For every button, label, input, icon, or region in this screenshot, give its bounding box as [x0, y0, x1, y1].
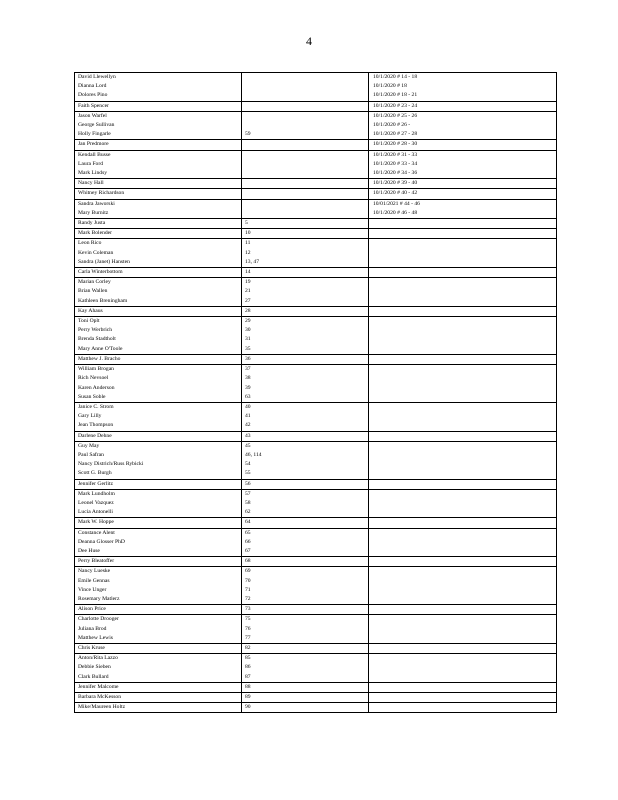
- name-cell: Jean Thompson: [75, 421, 242, 431]
- page-number: 4: [306, 34, 312, 48]
- number-cell: 65: [242, 528, 369, 538]
- name-cell: Rich Nevsoel: [75, 374, 242, 383]
- number-cell: 11: [242, 239, 369, 249]
- number-cell: [242, 199, 369, 209]
- name-cell: Constance Alent: [75, 528, 242, 538]
- number-cell: 46, 114: [242, 451, 369, 460]
- table-row: [75, 673, 557, 683]
- table-row: [75, 643, 557, 653]
- table-row: [75, 91, 557, 101]
- name-cell: Mary Anne O'Toole: [75, 345, 242, 355]
- date-cell: [369, 297, 557, 307]
- number-cell: 42: [242, 421, 369, 431]
- number-cell: 54: [242, 460, 369, 469]
- name-cell: Jason Warfel: [75, 111, 242, 121]
- name-cell: William Brogan: [75, 365, 242, 375]
- date-cell: [369, 441, 557, 451]
- date-cell: 10/1/2020 # 40 - 42: [369, 189, 557, 199]
- name-cell: Carla Winterbottom: [75, 268, 242, 278]
- number-cell: 75: [242, 615, 369, 625]
- date-cell: [369, 577, 557, 586]
- name-cell: Dolores Pino: [75, 91, 242, 101]
- date-cell: [369, 365, 557, 375]
- number-cell: 36: [242, 354, 369, 364]
- date-cell: [369, 451, 557, 460]
- date-cell: [369, 528, 557, 538]
- number-cell: 89: [242, 693, 369, 703]
- date-cell: [369, 499, 557, 508]
- name-cell: Jennifer Gerlitz: [75, 479, 242, 489]
- number-cell: 88: [242, 682, 369, 692]
- name-cell: Faith Spencer: [75, 101, 242, 111]
- name-cell: Darlene Dehne: [75, 431, 242, 441]
- name-cell: Susan Soble: [75, 393, 242, 403]
- date-cell: [369, 306, 557, 316]
- table-row: [75, 451, 557, 460]
- date-cell: [369, 654, 557, 664]
- name-cell: Leonel Vazquez: [75, 499, 242, 508]
- date-cell: 10/1/2020 # 31 - 33: [369, 150, 557, 160]
- name-cell: Holly Fingarle: [75, 130, 242, 140]
- table-row: [75, 249, 557, 258]
- date-cell: [369, 586, 557, 595]
- date-cell: 10/1/2020 # 34 - 36: [369, 169, 557, 179]
- number-cell: [242, 101, 369, 111]
- name-cell: Matthew J. Bracho: [75, 354, 242, 364]
- name-cell: Mark Lindsy: [75, 169, 242, 179]
- date-cell: [369, 538, 557, 547]
- date-cell: [369, 518, 557, 528]
- name-cell: Paul Safran: [75, 451, 242, 460]
- table-row: [75, 297, 557, 307]
- name-cell: Toni Oplt: [75, 317, 242, 327]
- table-row: [75, 393, 557, 403]
- number-cell: 86: [242, 663, 369, 672]
- date-cell: [369, 229, 557, 239]
- table-row: [75, 663, 557, 672]
- number-cell: [242, 140, 369, 150]
- table-row: [75, 306, 557, 316]
- date-cell: [369, 258, 557, 268]
- table-row: [75, 326, 557, 335]
- name-cell: David Llewellyn: [75, 73, 242, 83]
- table-row: [75, 625, 557, 634]
- table-row: [75, 508, 557, 518]
- date-cell: [369, 431, 557, 441]
- number-cell: 10: [242, 229, 369, 239]
- table-row: [75, 365, 557, 375]
- roster-table: [74, 72, 557, 713]
- date-cell: [369, 634, 557, 644]
- table-row: [75, 557, 557, 567]
- date-cell: 10/1/2020 # 23 - 24: [369, 101, 557, 111]
- date-cell: [369, 682, 557, 692]
- name-cell: Lucia Antonelli: [75, 508, 242, 518]
- number-cell: 63: [242, 393, 369, 403]
- name-cell: Kendall Busse: [75, 150, 242, 160]
- table-row: [75, 268, 557, 278]
- name-cell: Laura Ford: [75, 160, 242, 169]
- table-row: [75, 538, 557, 547]
- number-cell: 87: [242, 673, 369, 683]
- table-row: [75, 547, 557, 557]
- number-cell: 62: [242, 508, 369, 518]
- name-cell: Kay Ahaus: [75, 306, 242, 316]
- number-cell: 66: [242, 538, 369, 547]
- date-cell: 10/1/2020 # 18 - 21: [369, 91, 557, 101]
- name-cell: Dee Huse: [75, 547, 242, 557]
- table-row: [75, 431, 557, 441]
- roster-body: [75, 73, 557, 713]
- name-cell: Marian Corley: [75, 278, 242, 288]
- table-row: [75, 130, 557, 140]
- name-cell: Mark W. Hoppe: [75, 518, 242, 528]
- number-cell: 73: [242, 605, 369, 615]
- date-cell: [369, 703, 557, 713]
- table-row: [75, 615, 557, 625]
- name-cell: Jan Predmore: [75, 140, 242, 150]
- number-cell: [242, 111, 369, 121]
- name-cell: Gary Lilly: [75, 412, 242, 421]
- table-row: [75, 111, 557, 121]
- number-cell: 19: [242, 278, 369, 288]
- date-cell: [369, 402, 557, 412]
- name-cell: Deanna Glosser PhD: [75, 538, 242, 547]
- date-cell: [369, 643, 557, 653]
- table-row: [75, 287, 557, 296]
- date-cell: [369, 663, 557, 672]
- name-cell: Perry Bleatoffer: [75, 557, 242, 567]
- table-row: [75, 73, 557, 83]
- number-cell: 40: [242, 402, 369, 412]
- number-cell: 67: [242, 547, 369, 557]
- date-cell: [369, 354, 557, 364]
- number-cell: 56: [242, 479, 369, 489]
- name-cell: Brian Wallen: [75, 287, 242, 296]
- number-cell: 45: [242, 441, 369, 451]
- date-cell: [369, 625, 557, 634]
- name-cell: Randy Justa: [75, 219, 242, 229]
- table-row: [75, 278, 557, 288]
- number-cell: 38: [242, 374, 369, 383]
- number-cell: 69: [242, 567, 369, 577]
- number-cell: [242, 73, 369, 83]
- number-cell: 68: [242, 557, 369, 567]
- date-cell: 10/1/2020 # 46 - 48: [369, 209, 557, 219]
- date-cell: [369, 326, 557, 335]
- date-cell: [369, 239, 557, 249]
- number-cell: [242, 160, 369, 169]
- name-cell: Vince Unger: [75, 586, 242, 595]
- date-cell: [369, 393, 557, 403]
- name-cell: Chris Kruse: [75, 643, 242, 653]
- table-row: [75, 121, 557, 130]
- number-cell: 37: [242, 365, 369, 375]
- number-cell: 35: [242, 345, 369, 355]
- number-cell: 21: [242, 287, 369, 296]
- name-cell: Leon Rico: [75, 239, 242, 249]
- table-row: [75, 518, 557, 528]
- number-cell: [242, 169, 369, 179]
- name-cell: Charlotte Drooger: [75, 615, 242, 625]
- table-row: [75, 586, 557, 595]
- name-cell: Matthew Lewis: [75, 634, 242, 644]
- name-cell: Barbara McKesson: [75, 693, 242, 703]
- date-cell: 10/1/2020 # 27 - 28: [369, 130, 557, 140]
- table-row: [75, 179, 557, 189]
- date-cell: [369, 219, 557, 229]
- table-row: [75, 460, 557, 469]
- name-cell: Nancy Hall: [75, 179, 242, 189]
- number-cell: [242, 189, 369, 199]
- name-cell: Scott G. Burgh: [75, 469, 242, 479]
- name-cell: Mark Bolender: [75, 229, 242, 239]
- name-cell: Debbie Sieben: [75, 663, 242, 672]
- number-cell: 41: [242, 412, 369, 421]
- table-row: [75, 199, 557, 209]
- name-cell: Mike/Maureen Holtz: [75, 703, 242, 713]
- number-cell: 71: [242, 586, 369, 595]
- table-row: [75, 374, 557, 383]
- date-cell: [369, 557, 557, 567]
- table-row: [75, 354, 557, 364]
- name-cell: Alison Price: [75, 605, 242, 615]
- number-cell: 14: [242, 268, 369, 278]
- name-cell: Nancy Lueske: [75, 567, 242, 577]
- number-cell: 72: [242, 595, 369, 605]
- number-cell: [242, 150, 369, 160]
- number-cell: 43: [242, 431, 369, 441]
- number-cell: 31: [242, 335, 369, 344]
- table-row: [75, 489, 557, 499]
- number-cell: 55: [242, 469, 369, 479]
- date-cell: 10/1/2020 # 25 - 26: [369, 111, 557, 121]
- table-row: [75, 654, 557, 664]
- number-cell: 64: [242, 518, 369, 528]
- number-cell: 90: [242, 703, 369, 713]
- date-cell: [369, 287, 557, 296]
- date-cell: [369, 673, 557, 683]
- table-row: [75, 317, 557, 327]
- name-cell: Janice C. Strom: [75, 402, 242, 412]
- number-cell: 58: [242, 499, 369, 508]
- table-row: [75, 258, 557, 268]
- name-cell: Perry Werbrich: [75, 326, 242, 335]
- name-cell: Jennifer Malcome: [75, 682, 242, 692]
- date-cell: 10/1/2020 # 33 - 34: [369, 160, 557, 169]
- table-row: [75, 239, 557, 249]
- name-cell: Brenda Stadtholt: [75, 335, 242, 344]
- number-cell: 77: [242, 634, 369, 644]
- date-cell: [369, 317, 557, 327]
- table-row: [75, 82, 557, 91]
- date-cell: [369, 615, 557, 625]
- table-row: [75, 634, 557, 644]
- name-cell: Clark Bullard: [75, 673, 242, 683]
- date-cell: [369, 508, 557, 518]
- date-cell: [369, 567, 557, 577]
- number-cell: 30: [242, 326, 369, 335]
- name-cell: Emile Gennas: [75, 577, 242, 586]
- name-cell: Kevin Coleman: [75, 249, 242, 258]
- date-cell: [369, 335, 557, 344]
- name-cell: Mark Lundholm: [75, 489, 242, 499]
- date-cell: 10/1/2020 # 18: [369, 82, 557, 91]
- date-cell: [369, 345, 557, 355]
- table-row: [75, 169, 557, 179]
- table-row: [75, 345, 557, 355]
- date-cell: 10/1/2020 # 39 - 40: [369, 179, 557, 189]
- table-row: [75, 693, 557, 703]
- name-cell: Kathleen Breningham: [75, 297, 242, 307]
- table-row: [75, 160, 557, 169]
- name-cell: Mary Burnitz: [75, 209, 242, 219]
- date-cell: [369, 595, 557, 605]
- date-cell: [369, 469, 557, 479]
- number-cell: 57: [242, 489, 369, 499]
- name-cell: Karen Anderson: [75, 384, 242, 393]
- number-cell: 12: [242, 249, 369, 258]
- date-cell: [369, 268, 557, 278]
- number-cell: 76: [242, 625, 369, 634]
- table-row: [75, 605, 557, 615]
- date-cell: [369, 421, 557, 431]
- table-row: [75, 189, 557, 199]
- date-cell: [369, 547, 557, 557]
- number-cell: 82: [242, 643, 369, 653]
- table-row: [75, 567, 557, 577]
- number-cell: 29: [242, 317, 369, 327]
- number-cell: 39: [242, 384, 369, 393]
- name-cell: Rosemary Matlerz: [75, 595, 242, 605]
- table-row: [75, 528, 557, 538]
- table-row: [75, 479, 557, 489]
- name-cell: Guy May: [75, 441, 242, 451]
- number-cell: [242, 91, 369, 101]
- date-cell: [369, 278, 557, 288]
- table-row: [75, 469, 557, 479]
- date-cell: [369, 489, 557, 499]
- number-cell: [242, 209, 369, 219]
- name-cell: Sandra (Janet) Hansten: [75, 258, 242, 268]
- number-cell: 85: [242, 654, 369, 664]
- date-cell: 10/1/2020 # 28 - 30: [369, 140, 557, 150]
- date-cell: 10/1/2020 # 26 -: [369, 121, 557, 130]
- table-row: [75, 682, 557, 692]
- name-cell: Whitney Richardson: [75, 189, 242, 199]
- number-cell: 13, 47: [242, 258, 369, 268]
- number-cell: [242, 179, 369, 189]
- name-cell: Juliana Brod: [75, 625, 242, 634]
- name-cell: Nancy Districh/Russ Rybicki: [75, 460, 242, 469]
- number-cell: [242, 121, 369, 130]
- table-row: [75, 577, 557, 586]
- date-cell: [369, 605, 557, 615]
- number-cell: 27: [242, 297, 369, 307]
- number-cell: 5: [242, 219, 369, 229]
- table-row: [75, 229, 557, 239]
- table-row: [75, 703, 557, 713]
- date-cell: [369, 249, 557, 258]
- table-row: [75, 335, 557, 344]
- table-row: [75, 402, 557, 412]
- date-cell: [369, 460, 557, 469]
- number-cell: [242, 82, 369, 91]
- name-cell: George Sullivan: [75, 121, 242, 130]
- table-row: [75, 499, 557, 508]
- date-cell: [369, 384, 557, 393]
- table-row: [75, 101, 557, 111]
- number-cell: 70: [242, 577, 369, 586]
- table-row: [75, 209, 557, 219]
- table-row: [75, 150, 557, 160]
- table-row: [75, 421, 557, 431]
- table-row: [75, 595, 557, 605]
- name-cell: Dianna Lord: [75, 82, 242, 91]
- date-cell: 10/1/2020 # 14 - 18: [369, 73, 557, 83]
- table-row: [75, 441, 557, 451]
- date-cell: [369, 412, 557, 421]
- table-row: [75, 140, 557, 150]
- name-cell: Sandra Jaworski: [75, 199, 242, 209]
- name-cell: Anton/Rita Lazzo: [75, 654, 242, 664]
- table-row: [75, 384, 557, 393]
- date-cell: 10/01/2021 # 44 - 46: [369, 199, 557, 209]
- date-cell: [369, 374, 557, 383]
- date-cell: [369, 693, 557, 703]
- table-row: [75, 412, 557, 421]
- date-cell: [369, 479, 557, 489]
- table-row: [75, 219, 557, 229]
- number-cell: 28: [242, 306, 369, 316]
- number-cell: 59: [242, 130, 369, 140]
